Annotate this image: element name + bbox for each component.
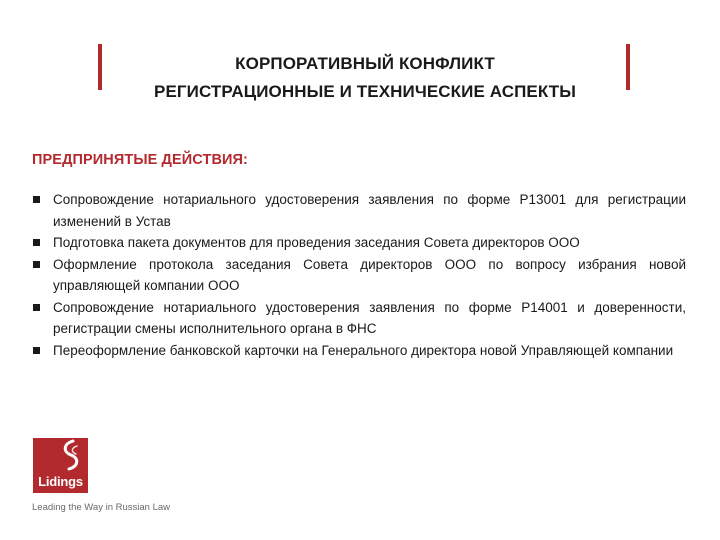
page-title-line-2: РЕГИСТРАЦИОННЫЕ И ТЕХНИЧЕСКИЕ АСПЕКТЫ [154,82,576,101]
square-bullet-icon [33,196,40,203]
logo-text: Lidings [38,474,83,489]
square-bullet-icon [33,304,40,311]
square-bullet-icon [33,239,40,246]
list-item [32,254,686,297]
lidings-logo [33,438,88,493]
page-title [106,50,624,106]
list-item [32,189,686,232]
list-item-text: Переоформление банковской карточки на Генерального директора новой Управляющей компании [53,342,674,358]
title-right-accent-bar [626,44,630,90]
page-title-line-1: КОРПОРАТИВНЫЙ КОНФЛИКТ [235,54,495,73]
list-item-text: Оформление протокола заседания Совета директоров ООО по вопросу избрания новой управляющей компании ООО [53,256,686,293]
square-bullet-icon [33,261,40,268]
list-item [32,232,686,254]
actions-list [32,189,686,361]
list-item [32,297,686,340]
footer-tagline: Leading the Way in Russian Law [32,502,171,513]
list-item-text: Подготовка пакета документов для проведения заседания Совета директоров ООО [53,235,580,250]
list-item [32,340,686,362]
square-bullet-icon [33,347,40,354]
list-item-text: Сопровождение нотариального удостоверения заявления по форме Р14001 и доверенности, регистрации смены исполнительного органа в ФНС [53,299,686,336]
list-item-text: Сопровождение нотариального удостоверения заявления по форме Р13001 для регистрации изменений в Устав [53,192,686,229]
section-heading: ПРЕДПРИНЯТЫЕ ДЕЙСТВИЯ: [32,152,248,168]
title-left-accent-bar [98,44,102,90]
